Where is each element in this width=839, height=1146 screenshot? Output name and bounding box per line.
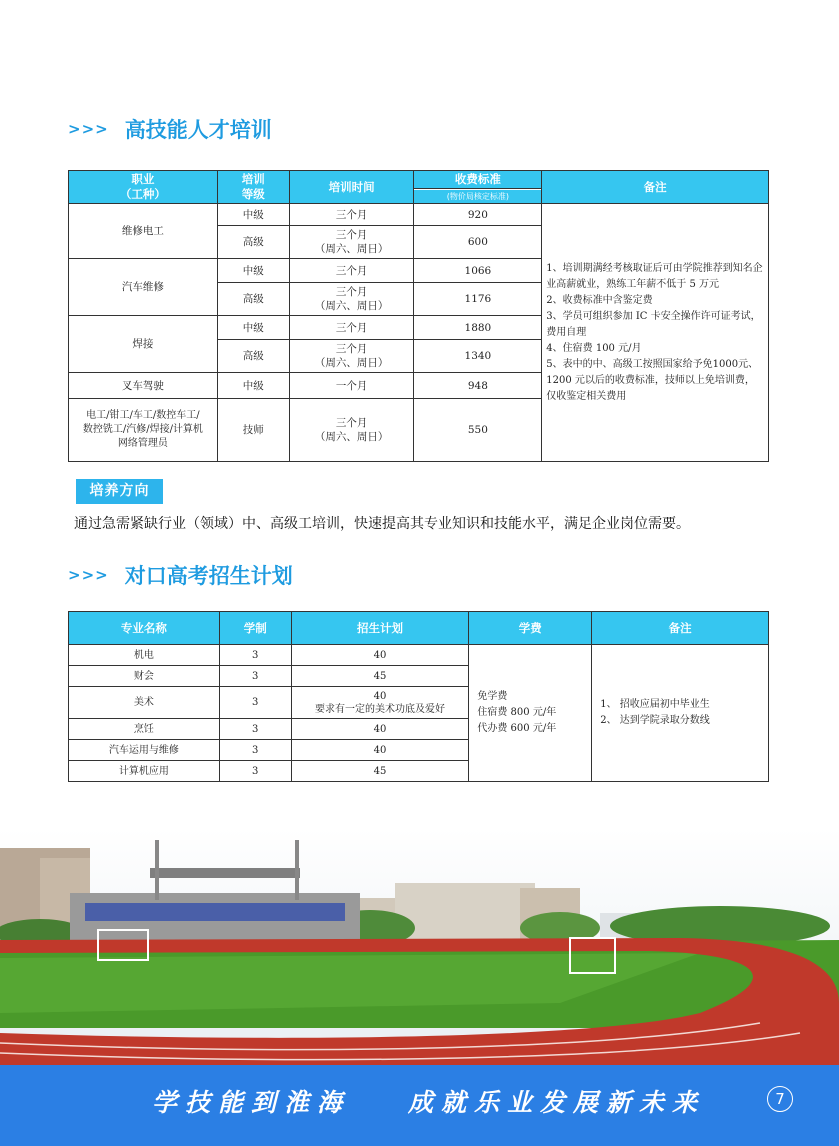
table-row [69, 204, 769, 226]
cell-major: 财会 [69, 666, 220, 687]
slogan-left: 学技能到淮海 [152, 1088, 351, 1117]
cell-tuition: 免学费 住宿费 800 元/年 代办费 600 元/年 [469, 645, 592, 782]
cell-duration: 3 [219, 719, 291, 740]
cell-level: 高级 [217, 226, 289, 259]
cell-time: 三个月 [289, 316, 414, 340]
header-fee-note: (物价局核定标准) [414, 189, 542, 204]
cell-fee: 920 [414, 204, 542, 226]
cell-level: 高级 [217, 340, 289, 373]
arrows-icon: >>> [68, 566, 109, 584]
training-direction-text: 通过急需紧缺行业（领域）中、高级工培训，快速提高其专业知识和技能水平，满足企业岗位需要。 [74, 516, 690, 532]
cell-occupation: 焊接 [69, 316, 218, 373]
header-major: 专业名称 [69, 612, 220, 645]
cell-plan: 45 [291, 666, 469, 687]
cell-duration: 3 [219, 666, 291, 687]
stadium-illustration [0, 828, 839, 1065]
campus-stadium-photo [0, 828, 839, 1065]
cell-time: 三个月 [289, 204, 414, 226]
skills-training-table [68, 170, 769, 462]
section-title-admission [68, 560, 293, 590]
cell-major: 美术 [69, 687, 220, 719]
cell-plan: 40 [291, 645, 469, 666]
cell-fee: 600 [414, 226, 542, 259]
header-duration: 学制 [219, 612, 291, 645]
cell-fee: 948 [414, 373, 542, 399]
cell-time: 三个月 [289, 259, 414, 283]
cell-occupation: 叉车驾驶 [69, 373, 218, 399]
cell-fee: 1066 [414, 259, 542, 283]
training-direction-label: 培养方向 [76, 479, 163, 504]
header-remark: 备注 [542, 171, 769, 204]
cell-remarks: 1、 招收应届初中毕业生 2、 达到学院录取分数线 [592, 645, 769, 782]
header-plan: 招生计划 [291, 612, 469, 645]
cell-time: 三个月 （周六、周日） [289, 340, 414, 373]
cell-fee: 1340 [414, 340, 542, 373]
cell-occupation: 电工/钳工/车工/数控车工/ 数控铣工/汽修/焊接/计算机 网络管理员 [69, 399, 218, 462]
section-title-text: 高技能人才培训 [124, 118, 272, 142]
section-title-skills [68, 114, 272, 144]
header-fee: 收费标准 [414, 171, 542, 189]
header-time: 培训时间 [289, 171, 414, 204]
cell-occupation: 汽车维修 [69, 259, 218, 316]
cell-fee: 550 [414, 399, 542, 462]
header-level: 培训 等级 [217, 171, 289, 204]
cell-level: 技师 [217, 399, 289, 462]
cell-level: 高级 [217, 283, 289, 316]
cell-remarks: 1、培训期满经考核取证后可由学院推荐到知名企业高薪就业，熟练工年薪不低于 5 万元 2、收费标准中含鉴定费 3、学员可组织参加 IC 卡安全操作许可证考试，费用自理 4、住宿费 100 元/月 5、表中的中、高级工按照国家给予免1000元、1200 元以后的收费标准，技师以上免培训费，仅收鉴定相关费用 [542, 204, 769, 462]
cell-time: 三个月 （周六、周日） [289, 226, 414, 259]
cell-plan: 40 要求有一定的美术功底及爱好 [291, 687, 469, 719]
cell-plan: 45 [291, 761, 469, 782]
cell-fee: 1176 [414, 283, 542, 316]
cell-level: 中级 [217, 373, 289, 399]
cell-occupation: 维修电工 [69, 204, 218, 259]
cell-major: 烹饪 [69, 719, 220, 740]
cell-fee: 1880 [414, 316, 542, 340]
page-number: 7 [767, 1086, 793, 1112]
cell-time: 三个月 （周六、周日） [289, 283, 414, 316]
cell-major: 汽车运用与维修 [69, 740, 220, 761]
footer-banner [0, 1065, 839, 1146]
table-row [69, 645, 769, 666]
cell-duration: 3 [219, 740, 291, 761]
cell-level: 中级 [217, 204, 289, 226]
cell-duration: 3 [219, 761, 291, 782]
cell-level: 中级 [217, 259, 289, 283]
admission-plan-table [68, 611, 769, 782]
cell-major: 机电 [69, 645, 220, 666]
header-tuition: 学费 [469, 612, 592, 645]
cell-time: 三个月 （周六、周日） [289, 399, 414, 462]
cell-plan: 40 [291, 740, 469, 761]
section-title-text: 对口高考招生计划 [124, 564, 293, 588]
header-remark: 备注 [592, 612, 769, 645]
cell-plan: 40 [291, 719, 469, 740]
cell-major: 计算机应用 [69, 761, 220, 782]
cell-level: 中级 [217, 316, 289, 340]
cell-time: 一个月 [289, 373, 414, 399]
slogan-right: 成就乐业发展新未来 [408, 1088, 706, 1117]
header-occupation: 职业 （工种） [69, 171, 218, 204]
arrows-icon: >>> [68, 120, 109, 138]
cell-duration: 3 [219, 687, 291, 719]
cell-duration: 3 [219, 645, 291, 666]
